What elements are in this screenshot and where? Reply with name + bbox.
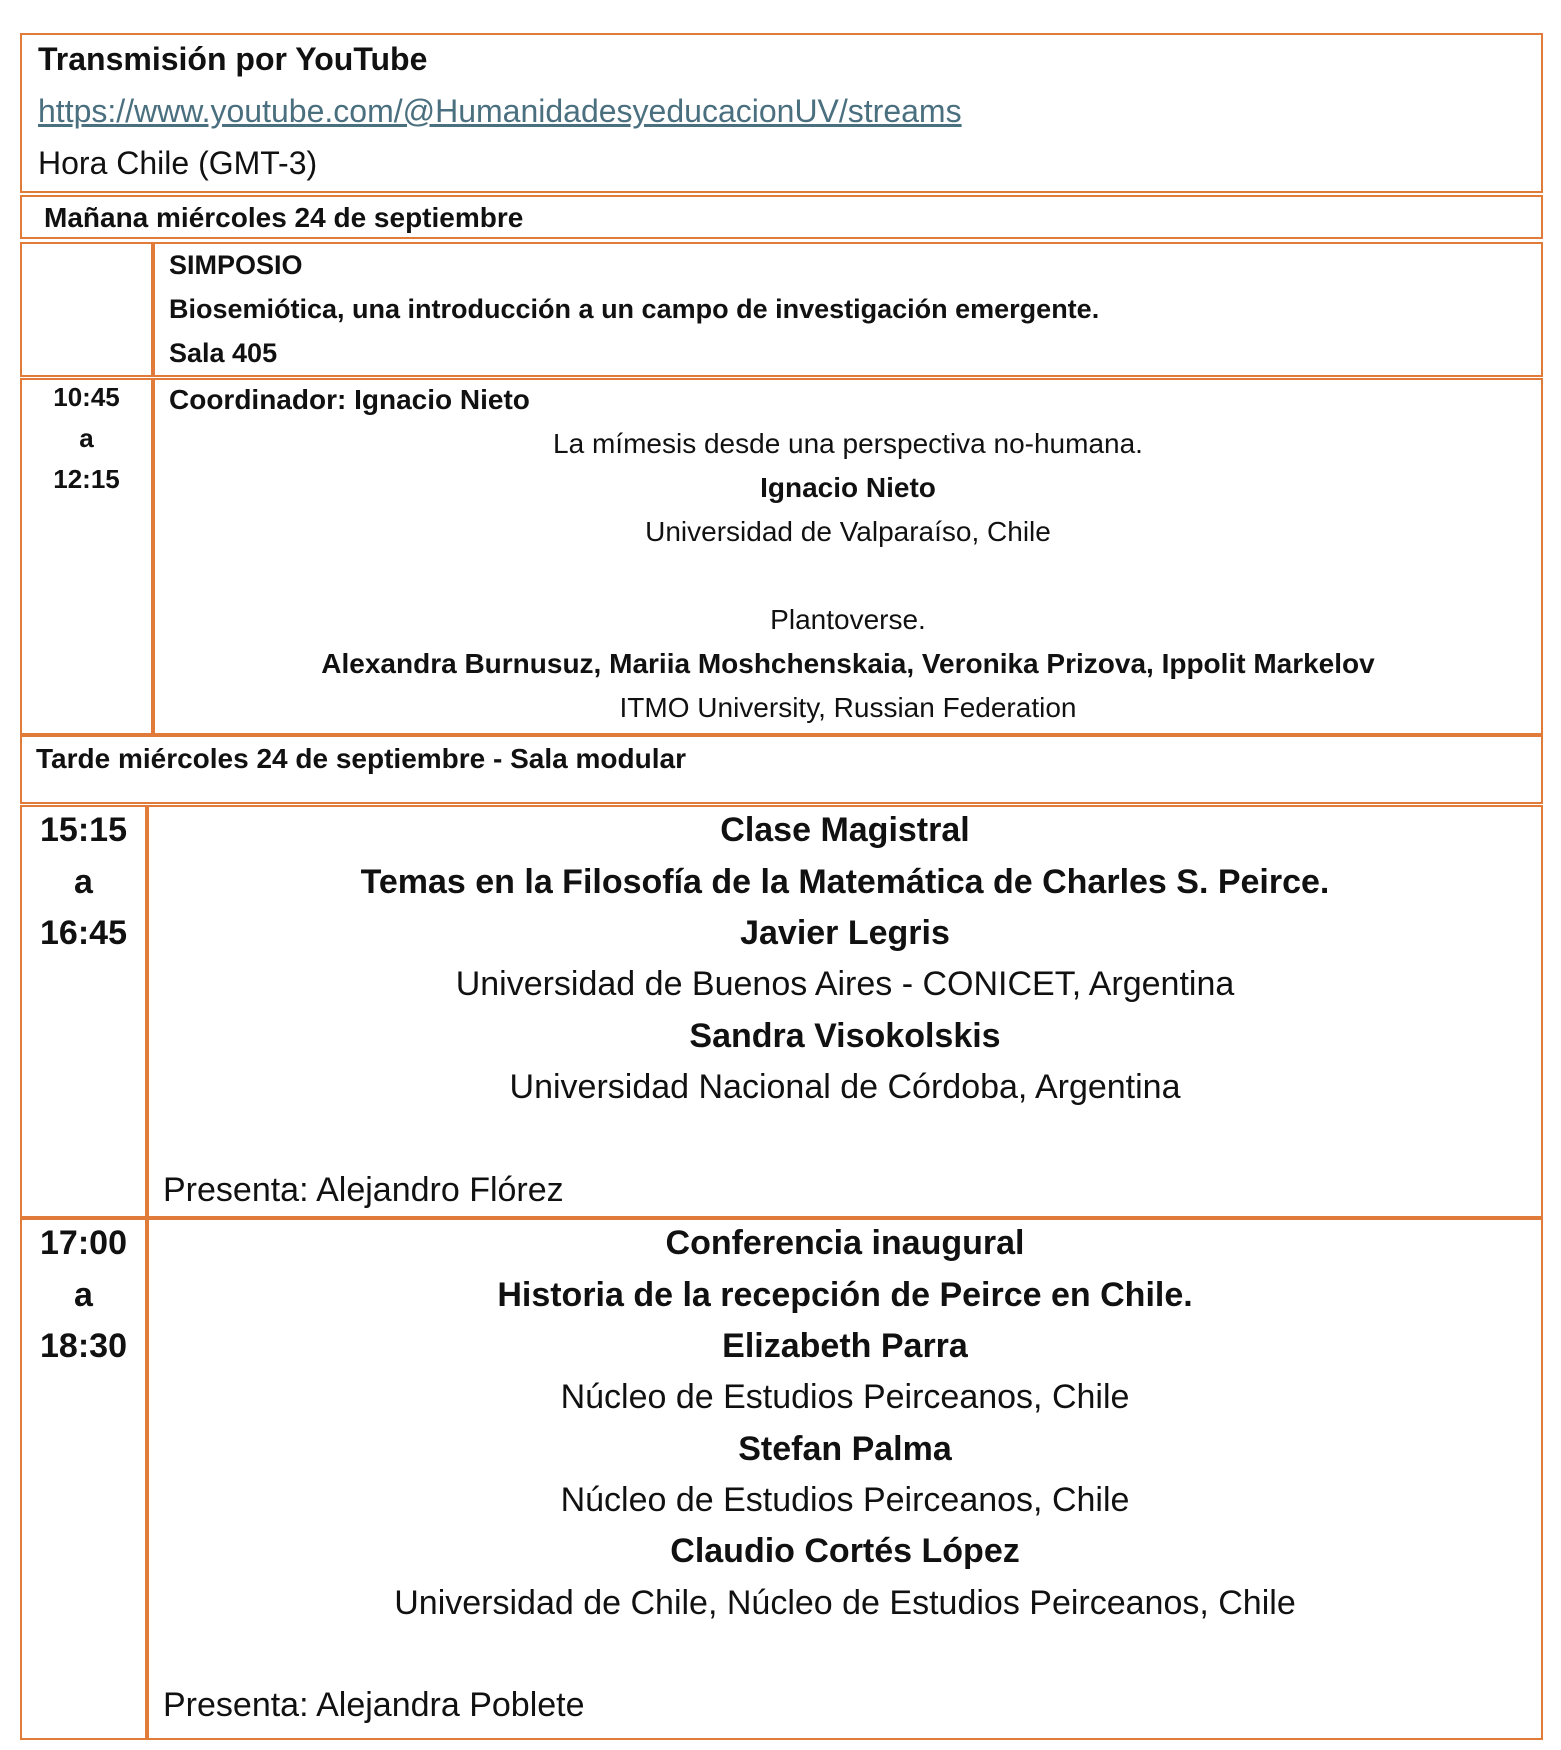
speaker-affiliation: Núcleo de Estudios Peirceanos, Chile [560,1481,1130,1519]
timezone-text: Hora Chile (GMT-3) [38,145,318,181]
morning-heading-cell [20,195,1543,239]
session-title: Temas en la Filosofía de la Matemática de Charles S. Peirce. [360,863,1330,901]
symposium-room: Sala 405 [169,338,278,368]
morning-time-start: 10:45 [53,382,120,412]
morning-session-info-cell [153,378,1543,735]
youtube-link[interactable]: https://www.youtube.com/@HumanidadesyeducacionUV/streams [38,93,962,129]
afternoon-heading: Tarde miércoles 24 de septiembre - Sala modular [36,743,686,774]
session-kind: Conferencia inaugural [665,1224,1025,1262]
talk-title: La mímesis desde una perspectiva no-humana. [553,428,1143,459]
session-info-cell [147,1218,1543,1740]
speaker-name: Stefan Palma [738,1430,952,1468]
coordinator: Coordinador: Ignacio Nieto [169,384,530,415]
symposium-label: SIMPOSIO [169,250,303,280]
symposium-time-cell [20,242,153,377]
speaker-name: Elizabeth Parra [722,1327,968,1365]
session-kind: Clase Magistral [720,811,970,849]
talk-affiliation: ITMO University, Russian Federation [619,692,1077,723]
morning-time-sep: a [79,423,94,453]
session-time-start: 15:15 [40,811,127,849]
session-time-cell [20,805,147,1218]
speaker-name: Javier Legris [740,914,950,952]
speaker-name: Claudio Cortés López [670,1532,1020,1570]
presenter: Presenta: Alejandro Flórez [163,1171,564,1209]
speaker-affiliation: Universidad de Chile, Núcleo de Estudios Peirceanos, Chile [394,1584,1296,1622]
talk-authors: Alexandra Burnusuz, Mariia Moshchenskaia, Veronika Prizova, Ippolit Markelov [321,648,1375,679]
morning-session-time-cell [20,378,153,735]
talk-title: Plantoverse. [770,604,926,635]
afternoon-heading-cell [20,735,1543,804]
session-title: Historia de la recepción de Peirce en Chile. [497,1276,1193,1314]
session-time-end: 16:45 [40,914,127,952]
morning-time-end: 12:15 [53,464,120,494]
session-time-start: 17:00 [40,1224,127,1262]
presenter: Presenta: Alejandra Poblete [163,1686,585,1724]
session-time-cell [20,1218,147,1740]
session-time-end: 18:30 [40,1327,127,1365]
speaker-name: Sandra Visokolskis [689,1017,1001,1055]
symposium-title: Biosemiótica, una introducción a un campo de investigación emergente. [169,294,1100,324]
session-time-sep: a [74,863,93,901]
talk-authors: Ignacio Nieto [760,472,936,503]
header-title: Transmisión por YouTube [38,41,428,77]
speaker-affiliation: Universidad de Buenos Aires - CONICET, Argentina [455,965,1235,1003]
speaker-affiliation: Universidad Nacional de Córdoba, Argentina [509,1068,1181,1106]
morning-heading: Mañana miércoles 24 de septiembre [44,202,524,233]
session-info-cell [147,805,1543,1218]
talk-affiliation: Universidad de Valparaíso, Chile [645,516,1051,547]
session-time-sep: a [74,1276,93,1314]
header-cell [20,33,1543,193]
symposium-info-cell [153,242,1543,377]
speaker-affiliation: Núcleo de Estudios Peirceanos, Chile [560,1378,1130,1416]
